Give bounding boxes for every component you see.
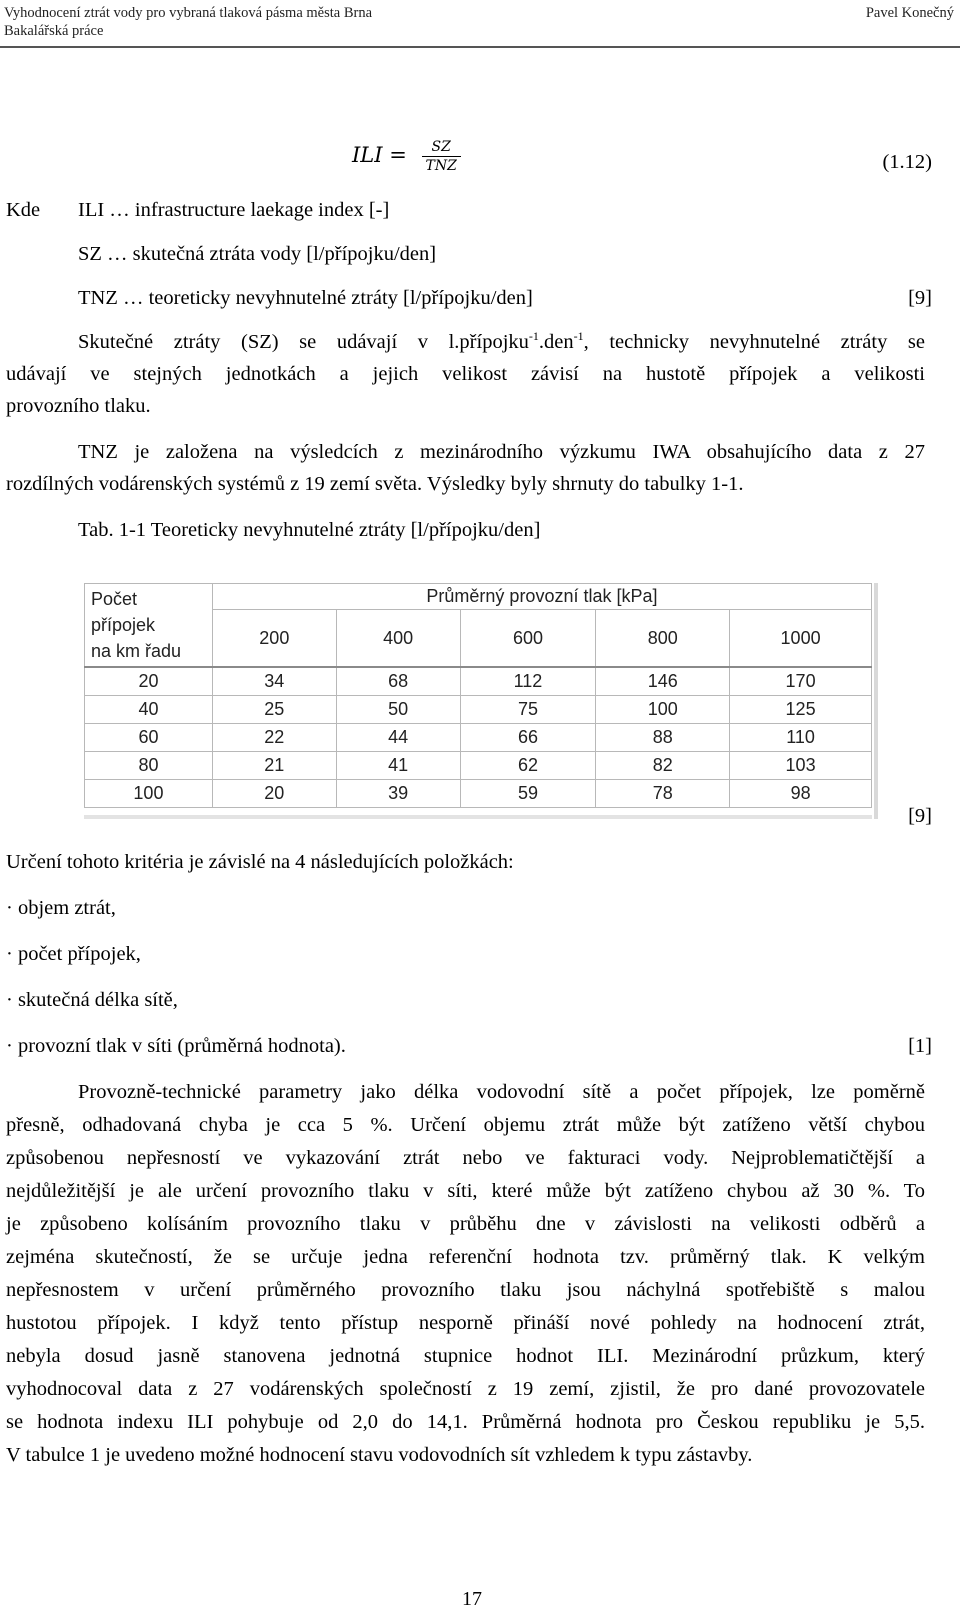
criteria-intro: Určení tohoto kritéria je závislé na 4 následujících položkách: (6, 851, 514, 873)
table-cell: 110 (730, 723, 872, 751)
para3-line: zejména skutečností, že se určuje jedna referenční hodnota tzv. průměrný tlak. K velkým (6, 1246, 925, 1268)
table-cell: 25 (212, 695, 336, 723)
document-title: Vyhodnocení ztrát vody pro vybraná tlaková pásma města Brna (4, 5, 373, 21)
ili-formula (352, 138, 461, 175)
table-cell: 146 (596, 667, 730, 695)
table-cell: 170 (730, 667, 872, 695)
formula-numerator: SZ (422, 138, 461, 157)
para3-line: nepřesnostem v určení průměrného provozního tlaku jsou náchylná spotřebiště s malou (6, 1279, 925, 1301)
table-image-edge (874, 583, 878, 819)
table-cell: 34 (212, 667, 336, 695)
table-corner-header: Počet přípojek na km řadu (85, 584, 213, 668)
table-caption: Tab. 1-1 Teoreticky nevyhnutelné ztráty [l/přípojku/den] (78, 519, 541, 541)
tnz-table (84, 583, 872, 808)
table-cell: 78 (596, 779, 730, 807)
criteria-item: · provozní tlak v síti (průměrná hodnota). (6, 1035, 346, 1057)
table-image-bottom-edge (84, 815, 872, 819)
criteria-item: · objem ztrát, (6, 897, 116, 919)
para3-line: nejdůležitější je ale určení provozního tlaku v síti, které může být zatíženo chybou až 30 %. To (6, 1180, 925, 1202)
table-col-header: 600 (460, 610, 596, 667)
definition-tnz: TNZ … teoreticky nevyhnutelné ztráty [l/přípojku/den] (78, 287, 533, 309)
table-row-header: 40 (85, 695, 213, 723)
table-row-header: 100 (85, 779, 213, 807)
author-name: Pavel Konečný (865, 5, 954, 21)
para1-line3: provozního tlaku. (6, 395, 151, 417)
table-row-header: 60 (85, 723, 213, 751)
para3-line: Provozně-technické parametry jako délka vodovodní sítě a počet přípojek, lze poměrně (78, 1081, 925, 1103)
table-cell: 112 (460, 667, 596, 695)
formula-lhs: ILI = (352, 143, 407, 167)
para3-line: nebyla dosud jasně stanovena jednotná stupnice hodnot ILI. Mezinárodní průzkum, který (6, 1345, 925, 1367)
header-divider (0, 46, 960, 48)
para3-line: je způsobeno kolísáním provozního tlaku v průběhu dne v závislosti na velikosti odběrů a (6, 1213, 925, 1235)
table-cell: 59 (460, 779, 596, 807)
table-reference: [9] (908, 805, 932, 827)
table-cell: 98 (730, 779, 872, 807)
table-cell: 22 (212, 723, 336, 751)
table-cell: 125 (730, 695, 872, 723)
para3-line: způsobenou nepřesností ve vykazování ztrát nebo ve fakturaci vody. Nejproblematičtější a (6, 1147, 925, 1169)
table-col-header: 200 (212, 610, 336, 667)
table-cell: 21 (212, 751, 336, 779)
table-cell: 66 (460, 723, 596, 751)
table-cell: 75 (460, 695, 596, 723)
para1-line1: Skutečné ztráty (SZ) se udávají v l.přípojku$^{-1}$.den$^{-1}$, technicky nevyhnutelné ztráty se (78, 329, 926, 353)
table-cell: 100 (596, 695, 730, 723)
page-header (0, 0, 960, 48)
table-row (85, 695, 872, 723)
formula-number: (1.12) (882, 151, 932, 173)
table-col-header: 800 (596, 610, 730, 667)
table-cell: 82 (596, 751, 730, 779)
table-row (85, 779, 872, 807)
document-type: Bakalářská práce (4, 23, 104, 39)
para3-line: V tabulce 1 je uvedeno možné hodnocení stavu vodovodních sít vzhledem k typu zástavby. (6, 1444, 753, 1466)
table-col-header: 1000 (730, 610, 872, 667)
table-cell: 20 (212, 779, 336, 807)
table-row (85, 723, 872, 751)
para2-line1: TNZ je založena na výsledcích z mezinárodního výzkumu IWA obsahujícího data z 27 (78, 441, 925, 463)
table-cell: 62 (460, 751, 596, 779)
table-row-header: 20 (85, 667, 213, 695)
table-row (85, 751, 872, 779)
para3-line: hustotou přípojek. I když tento přístup nesporně přináší nové pohledy na hodnocení ztrát, (6, 1312, 925, 1334)
para2-line2: rozdílných vodárenských systémů z 19 zemí světa. Výsledky byly shrnuty do tabulky 1-1. (6, 473, 744, 495)
para1-line2: udávají ve stejných jednotkách a jejich velikost závisí na hustotě přípojek a velikosti (6, 363, 925, 385)
tnz-table-image (84, 583, 872, 819)
table-cell: 44 (336, 723, 460, 751)
table-cell: 88 (596, 723, 730, 751)
criteria-reference: [1] (908, 1035, 932, 1057)
definition-ili: ILI … infrastructure laekage index [-] (78, 199, 390, 221)
criteria-item: · počet přípojek, (6, 943, 141, 965)
definitions-label: Kde (6, 199, 41, 221)
page-number: 17 (462, 1588, 482, 1610)
table-col-header: 400 (336, 610, 460, 667)
table-group-header: Průměrný provozní tlak [kPa] (212, 584, 871, 610)
table-cell: 68 (336, 667, 460, 695)
para3-line: se hodnota indexu ILI pohybuje od 2,0 do 14,1. Průměrná hodnota pro Českou republiku je 5,5. (6, 1411, 925, 1433)
table-row-header: 80 (85, 751, 213, 779)
formula-denominator: TNZ (425, 158, 457, 174)
table-cell: 39 (336, 779, 460, 807)
definitions-reference: [9] (908, 287, 932, 309)
definition-sz: SZ … skutečná ztráta vody [l/přípojku/den] (78, 243, 437, 265)
para3-line: vyhodnocoval data z 27 vodárenských společností z 19 zemí, zjistil, že pro dané provozovatele (6, 1378, 925, 1400)
table-cell: 103 (730, 751, 872, 779)
table-cell: 50 (336, 695, 460, 723)
table-row (85, 667, 872, 695)
para3-line: přesně, odhadovaná chyba je cca 5 %. Určení objemu ztrát může být zatíženo větší chybou (6, 1114, 925, 1136)
criteria-item: · skutečná délka sítě, (6, 989, 178, 1011)
formula-fraction (422, 138, 461, 175)
table-cell: 41 (336, 751, 460, 779)
